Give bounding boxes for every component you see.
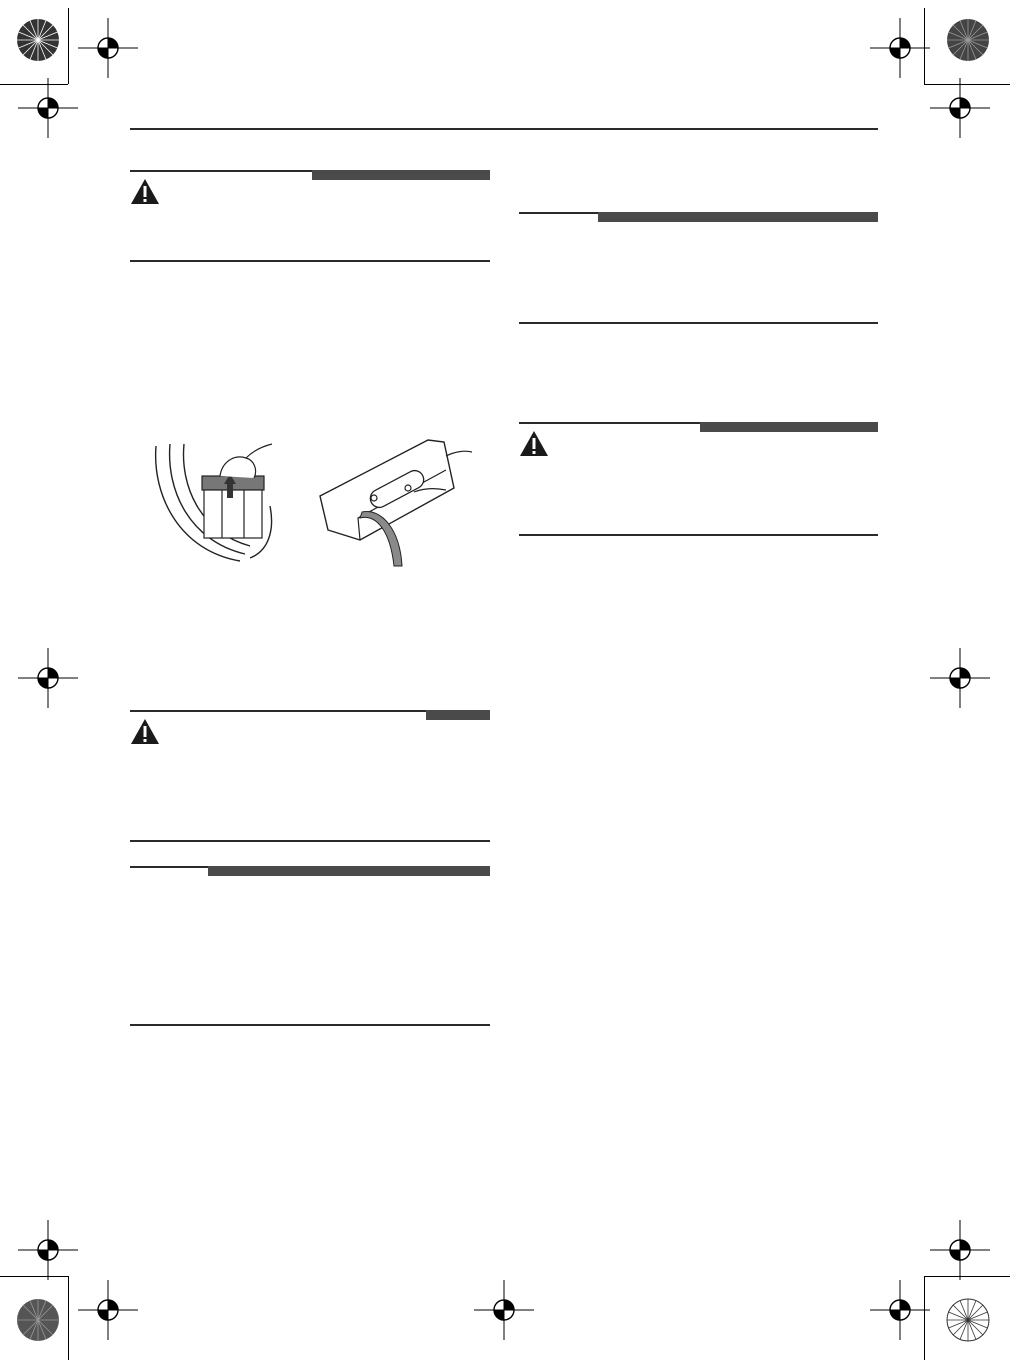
color-registration-disc-icon xyxy=(946,1298,990,1342)
warning-box-1-banner xyxy=(312,170,490,180)
note-box-left-banner xyxy=(208,866,490,876)
registration-crosshair-icon xyxy=(870,18,930,78)
warning-triangle-icon xyxy=(130,718,160,746)
note-box-right-bottom-rule xyxy=(519,322,878,324)
note-box-right-banner xyxy=(598,212,878,222)
crop-mark xyxy=(68,1276,69,1360)
registration-crosshair-icon xyxy=(474,1280,534,1340)
registration-crosshair-icon xyxy=(18,78,78,138)
crop-mark xyxy=(68,8,69,84)
warning-box-1-bottom-rule xyxy=(130,260,490,262)
color-registration-disc-icon xyxy=(16,1298,60,1342)
color-registration-disc-icon xyxy=(16,18,60,62)
registration-crosshair-icon xyxy=(930,1220,990,1280)
warning-box-2-bottom-rule xyxy=(130,840,490,842)
registration-crosshair-icon xyxy=(18,1220,78,1280)
warning-box-2-banner xyxy=(426,710,490,720)
registration-crosshair-icon xyxy=(870,1280,930,1340)
registration-crosshair-icon xyxy=(18,648,78,708)
warning-triangle-icon xyxy=(130,178,160,206)
warning-triangle-icon xyxy=(519,430,549,458)
note-box-left-bottom-rule xyxy=(130,1024,490,1026)
warning-box-3-banner xyxy=(700,422,878,432)
warning-box-3-bottom-rule xyxy=(519,534,878,536)
filter-removal-illustration xyxy=(150,436,290,566)
filter-rinse-illustration xyxy=(316,434,472,568)
page-header-rule xyxy=(130,128,878,130)
registration-crosshair-icon xyxy=(930,78,990,138)
registration-crosshair-icon xyxy=(930,648,990,708)
registration-crosshair-icon xyxy=(78,1280,138,1340)
registration-crosshair-icon xyxy=(78,18,138,78)
color-registration-disc-icon xyxy=(946,18,990,62)
